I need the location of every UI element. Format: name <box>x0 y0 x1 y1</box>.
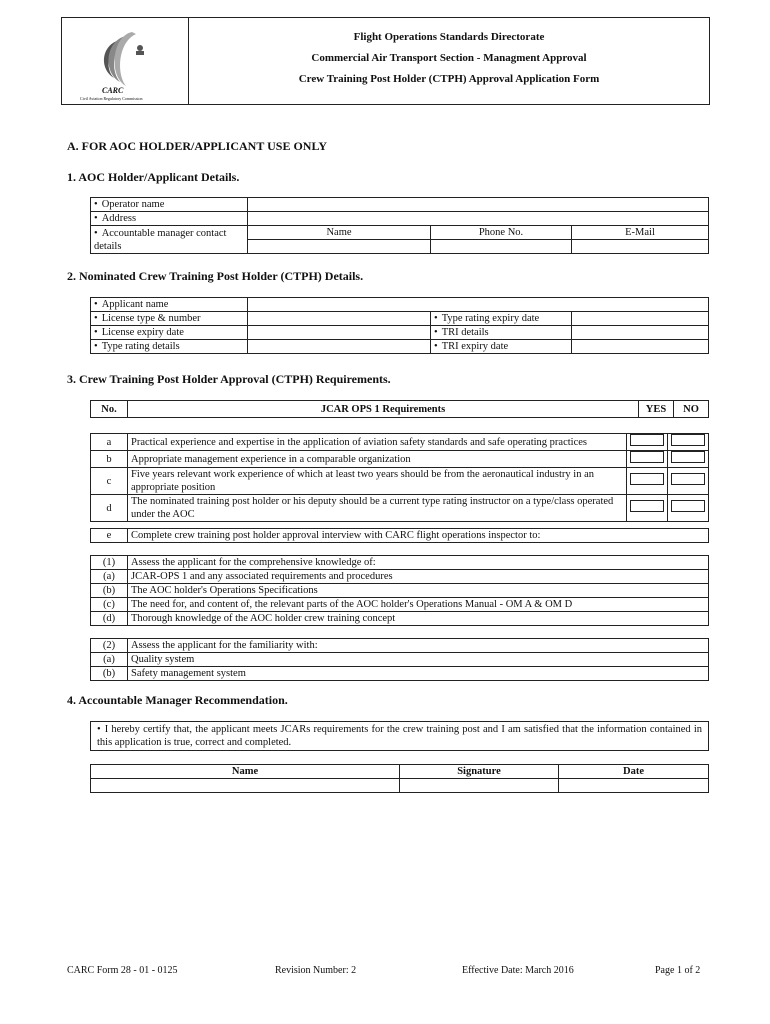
ctph-details-table <box>90 297 709 354</box>
item-text: JCAR-OPS 1 and any associated requirements and procedures <box>128 570 709 584</box>
no-checkbox[interactable] <box>668 451 709 468</box>
license-type-field[interactable] <box>248 312 431 326</box>
date-column-header: Date <box>559 765 709 779</box>
requirements-header-table <box>90 400 709 418</box>
form-header <box>61 17 710 105</box>
yes-checkbox[interactable] <box>627 434 668 451</box>
carc-logo-icon <box>62 18 188 104</box>
operator-name-label: • Operator name <box>91 198 248 212</box>
item-text: Assess the applicant for the familiarity with: <box>128 639 709 653</box>
requirement-row <box>91 451 709 468</box>
manager-phone-field[interactable] <box>431 240 572 254</box>
item-no: (c) <box>91 598 128 612</box>
item-text: The AOC holder's Operations Specifications <box>128 584 709 598</box>
item-text: Quality system <box>128 653 709 667</box>
section-a-title: A. FOR AOC HOLDER/APPLICANT USE ONLY <box>67 139 328 153</box>
interview-row-table <box>90 528 709 543</box>
section-1-title: 1. AOC Holder/Applicant Details. <box>67 170 240 184</box>
license-type-label: • License type & number <box>91 312 248 326</box>
item-no: (b) <box>91 584 128 598</box>
section-3-title: 3. Crew Training Post Holder Approval (CTPH) Requirements. <box>67 372 391 386</box>
requirement-no: c <box>91 468 128 495</box>
item-no: (1) <box>91 556 128 570</box>
manager-name-field[interactable] <box>248 240 431 254</box>
manager-email-field[interactable] <box>572 240 709 254</box>
requirement-text: The nominated training post holder or his deputy should be a current type rating instructor on a type/class operated under the AOC <box>128 495 627 522</box>
item-no: (2) <box>91 639 128 653</box>
type-rating-expiry-label: • Type rating expiry date <box>431 312 572 326</box>
familiarity-table <box>90 638 709 681</box>
requirement-text: Appropriate management experience in a comparable organization <box>128 451 627 468</box>
email-column-header: E-Mail <box>572 226 709 240</box>
requirements-column-header: JCAR OPS 1 Requirements <box>128 401 639 418</box>
yes-checkbox[interactable] <box>627 468 668 495</box>
signature-field[interactable] <box>400 779 559 793</box>
item-text: Assess the applicant for the comprehensive knowledge of: <box>128 556 709 570</box>
interview-no: e <box>91 529 128 543</box>
requirement-no: b <box>91 451 128 468</box>
requirement-row <box>91 495 709 522</box>
logo-subtext: Civil Aviation Regulatory Commission <box>80 96 143 101</box>
item-no: (d) <box>91 612 128 626</box>
no-column-header: No. <box>91 401 128 418</box>
requirement-row <box>91 468 709 495</box>
requirement-no: a <box>91 434 128 451</box>
license-expiry-label: • License expiry date <box>91 326 248 340</box>
applicant-name-label: • Applicant name <box>91 298 248 312</box>
header-line-1: Flight Operations Standards Directorate <box>353 31 545 43</box>
section-2-title: 2. Nominated Crew Training Post Holder (CTPH) Details. <box>67 269 364 283</box>
header-line-2: Commercial Air Transport Section - Managment Approval <box>311 52 587 64</box>
requirement-no: d <box>91 495 128 522</box>
header-line-3: Crew Training Post Holder (CTPH) Approval Application Form <box>298 73 600 85</box>
name-column-header: Name <box>91 765 400 779</box>
type-rating-details-label: • Type rating details <box>91 340 248 354</box>
tri-details-label: • TRI details <box>431 326 572 340</box>
address-label: • Address <box>91 212 248 226</box>
applicant-details-table <box>90 197 709 254</box>
applicant-name-field[interactable] <box>248 298 709 312</box>
footer-form-number: CARC Form 28 - 01 - 0125 <box>67 965 178 976</box>
type-rating-details-field[interactable] <box>248 340 431 354</box>
phone-column-header: Phone No. <box>431 226 572 240</box>
requirement-text: Practical experience and expertise in the application of aviation safety standards and safe operating practices <box>128 434 627 451</box>
footer-page-number: Page 1 of 2 <box>655 965 701 976</box>
manager-contact-label: • Accountable manager contact details <box>91 226 248 254</box>
item-no: (a) <box>91 570 128 584</box>
carc-logo <box>62 18 189 104</box>
no-answer-column-header: NO <box>674 401 709 418</box>
license-expiry-field[interactable] <box>248 326 431 340</box>
yes-column-header: YES <box>639 401 674 418</box>
footer-effective-date: Effective Date: March 2016 <box>462 965 574 976</box>
address-field[interactable] <box>248 212 709 226</box>
yes-checkbox[interactable] <box>627 451 668 468</box>
no-checkbox[interactable] <box>668 434 709 451</box>
item-no: (b) <box>91 667 128 681</box>
requirement-text: Five years relevant work experience of which at least two years should be from the aeronautical industry in an appropriate position <box>128 468 627 495</box>
interview-text: Complete crew training post holder approval interview with CARC flight operations inspector to: <box>128 529 709 543</box>
manager-name-field[interactable] <box>91 779 400 793</box>
requirements-table <box>90 433 709 522</box>
signature-table <box>90 764 709 793</box>
date-field[interactable] <box>559 779 709 793</box>
type-rating-expiry-field[interactable] <box>572 312 709 326</box>
tri-details-field[interactable] <box>572 326 709 340</box>
certification-table <box>90 721 709 751</box>
yes-checkbox[interactable] <box>627 495 668 522</box>
logo-text: CARC <box>102 86 124 95</box>
operator-name-field[interactable] <box>248 198 709 212</box>
item-no: (a) <box>91 653 128 667</box>
item-text: Safety management system <box>128 667 709 681</box>
item-text: Thorough knowledge of the AOC holder crew training concept <box>128 612 709 626</box>
no-checkbox[interactable] <box>668 468 709 495</box>
no-checkbox[interactable] <box>668 495 709 522</box>
signature-column-header: Signature <box>400 765 559 779</box>
name-column-header: Name <box>248 226 431 240</box>
item-text: The need for, and content of, the relevant parts of the AOC holder's Operations Manual - OM A & OM D <box>128 598 709 612</box>
tri-expiry-field[interactable] <box>572 340 709 354</box>
footer-revision: Revision Number: 2 <box>275 965 357 976</box>
requirement-row <box>91 434 709 451</box>
section-4-title: 4. Accountable Manager Recommendation. <box>67 693 288 707</box>
certification-statement: • I hereby certify that, the applicant meets JCARs requirements for the crew training post and I am satisfied that the information contained in this application is true, correct and completed. <box>91 722 709 751</box>
knowledge-table <box>90 555 709 626</box>
tri-expiry-label: • TRI expiry date <box>431 340 572 354</box>
